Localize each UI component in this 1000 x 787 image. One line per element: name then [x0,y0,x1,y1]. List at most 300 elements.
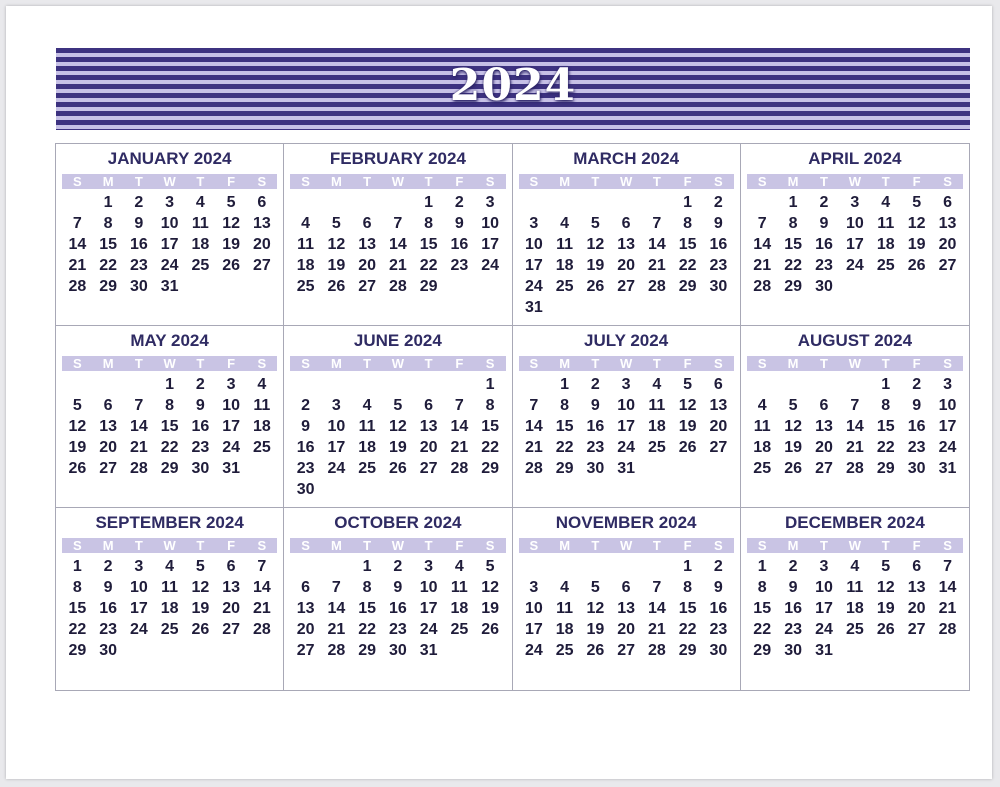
day-number: 18 [555,257,574,274]
day-number: 1 [757,558,767,575]
day-number: 29 [678,278,697,295]
weekday-header [290,356,505,371]
day-number: 3 [819,558,829,575]
day-number: 11 [753,418,771,435]
day-number: 29 [419,278,438,295]
day-number: 2 [912,376,922,393]
day-number: 14 [327,600,346,617]
day-number: 6 [621,215,631,232]
day-number: 18 [252,418,271,435]
weekday-letter: F [912,174,921,189]
weekday-letter: S [485,356,495,371]
day-empty [62,374,93,395]
day-number: 26 [191,621,210,638]
weekday-letter: T [424,356,433,371]
day-number: 22 [784,257,802,274]
day-number: 8 [362,579,372,596]
day-number: 15 [160,418,179,435]
day-number: 16 [815,236,833,253]
day-number: 7 [72,215,82,232]
day-number: 13 [815,418,833,435]
day-number: 15 [753,600,772,617]
day-number: 12 [586,236,605,253]
day-number: 9 [788,579,798,596]
day-number: 6 [912,558,922,575]
day-number: 19 [784,439,802,456]
day-number: 24 [481,257,500,274]
day-number: 16 [388,600,407,617]
weekday-letter: S [757,356,767,371]
month-title: NOVEMBER 2024 [555,513,697,532]
day-number: 26 [481,621,500,638]
day-number: 17 [938,418,957,435]
day-number: 29 [99,278,118,295]
weekday-letter: T [363,174,372,189]
day-number: 22 [876,439,895,456]
day-number: 6 [226,558,236,575]
day-number: 13 [938,215,957,232]
weekday-letter: W [163,174,176,189]
day-grid [62,192,277,297]
day-number: 12 [907,215,926,232]
day-number: 18 [753,439,772,456]
day-number: 7 [529,397,539,414]
day-number: 29 [555,460,574,477]
day-grid [62,374,277,479]
weekday-letter: S [485,174,495,189]
weekday-letter: T [652,356,661,371]
day-number: 16 [586,418,605,435]
day-number: 28 [388,278,407,295]
day-number: 10 [327,418,346,435]
day-number: 17 [327,439,346,456]
day-number: 26 [784,460,802,477]
day-number: 1 [683,194,693,211]
weekday-header [290,174,505,189]
day-number: 2 [713,558,723,575]
day-number: 2 [195,376,205,393]
day-number: 14 [68,236,87,253]
day-number: 3 [850,194,860,211]
day-number: 22 [99,257,118,274]
day-number: 4 [454,558,464,575]
month-block [741,144,969,326]
year-title: 2024 [449,60,577,111]
weekday-letter: S [301,356,310,371]
day-number: 14 [129,418,148,435]
day-grid [519,192,734,318]
weekday-letter: T [363,538,372,553]
month-block [56,144,284,326]
day-empty [383,192,414,213]
month-block [56,508,284,690]
day-number: 30 [784,642,802,659]
day-number: 15 [99,236,118,253]
day-number: 25 [876,257,895,274]
day-number: 31 [617,460,636,477]
day-number: 20 [938,236,957,253]
day-number: 28 [450,460,469,477]
day-number: 11 [846,579,864,596]
day-number: 1 [560,376,570,393]
day-number: 21 [524,439,543,456]
day-number: 12 [327,236,346,253]
day-number: 7 [257,558,267,575]
day-number: 29 [358,642,377,659]
month-title: JUNE 2024 [353,331,442,350]
day-number: 10 [524,236,543,253]
day-number: 27 [907,621,926,638]
day-number: 20 [99,439,118,456]
weekday-letter: T [652,538,661,553]
day-number: 16 [191,418,210,435]
month-block [513,508,741,690]
weekday-letter: W [848,356,861,371]
day-number: 9 [393,579,403,596]
day-number: 6 [713,376,723,393]
day-number: 3 [943,376,952,393]
day-number: 31 [419,642,438,659]
day-number: 12 [678,397,697,414]
day-number: 2 [103,558,113,575]
day-number: 22 [753,621,772,638]
day-number: 28 [753,278,772,295]
month-title: DECEMBER 2024 [784,513,925,532]
day-number: 9 [713,215,723,232]
day-number: 17 [419,600,438,617]
day-empty [290,374,321,395]
day-number: 4 [757,397,767,414]
day-number: 9 [134,215,144,232]
weekday-letter: M [330,174,342,189]
day-number: 16 [709,600,728,617]
day-empty [124,374,155,395]
weekday-letter: S [529,538,539,553]
day-number: 18 [876,236,895,253]
day-number: 4 [301,215,311,232]
day-number: 5 [331,215,341,232]
weekday-letter: W [163,356,176,371]
day-empty [519,192,550,213]
day-number: 13 [252,215,271,232]
day-number: 26 [222,257,241,274]
day-number: 27 [358,278,377,295]
day-number: 27 [252,257,271,274]
day-empty [352,374,383,395]
day-empty [519,374,550,395]
day-number: 10 [815,579,833,596]
weekday-letter: W [391,174,405,189]
day-number: 5 [788,397,798,414]
weekday-letter: W [391,538,405,553]
day-number: 3 [424,558,434,575]
day-empty [383,374,414,395]
day-number: 27 [709,439,728,456]
day-number: 16 [709,236,728,253]
weekday-letter: S [73,174,82,189]
day-number: 20 [296,621,315,638]
weekday-letter: M [559,356,571,371]
day-number: 10 [481,215,500,232]
day-number: 1 [165,376,175,393]
day-number: 27 [296,642,315,659]
day-number: 18 [358,439,377,456]
day-number: 14 [647,236,666,253]
day-grid [747,556,963,661]
day-number: 13 [709,397,728,414]
day-number: 15 [678,236,697,253]
weekday-letter: S [943,174,952,189]
day-number: 15 [481,418,500,435]
day-number: 2 [301,397,311,414]
day-number: 26 [876,621,895,638]
day-number: 11 [648,397,666,414]
day-number: 27 [222,621,241,638]
weekday-header [519,356,734,371]
day-number: 25 [358,460,377,477]
day-number: 21 [647,621,666,638]
day-number: 24 [845,257,864,274]
day-number: 8 [757,579,767,596]
day-number: 25 [296,278,315,295]
weekday-letter: M [559,538,571,553]
month-title: AUGUST 2024 [797,331,913,350]
day-number: 21 [753,257,772,274]
weekday-letter: F [227,356,236,371]
day-number: 18 [647,418,666,435]
day-number: 6 [819,397,829,414]
day-number: 16 [907,418,926,435]
day-number: 18 [450,600,469,617]
day-empty [519,556,550,577]
day-number: 17 [845,236,864,253]
day-number: 3 [165,194,175,211]
day-number: 30 [296,481,315,498]
calendar-sheet [6,6,992,779]
day-number: 23 [586,439,605,456]
month-block [741,326,969,508]
day-empty [611,192,642,213]
day-empty [611,556,642,577]
weekday-letter: T [881,174,890,189]
day-number: 21 [388,257,407,274]
day-number: 17 [129,600,148,617]
day-number: 8 [485,397,495,414]
day-number: 19 [876,600,895,617]
day-number: 25 [555,642,574,659]
weekday-letter: T [134,538,143,553]
weekday-letter: M [559,174,571,189]
day-empty [839,374,870,395]
day-number: 7 [943,558,952,575]
day-number: 30 [709,278,728,295]
weekday-letter: S [943,538,952,553]
day-number: 30 [586,460,605,477]
day-number: 30 [709,642,728,659]
day-number: 4 [257,376,267,393]
day-number: 3 [529,215,539,232]
day-empty [642,192,673,213]
day-number: 23 [709,621,728,638]
day-number: 10 [524,600,543,617]
day-number: 28 [938,621,957,638]
day-number: 12 [191,579,210,596]
weekday-letter: F [912,356,921,371]
day-number: 19 [327,257,346,274]
day-number: 12 [68,418,87,435]
day-number: 30 [907,460,926,477]
day-number: 24 [524,278,543,295]
day-number: 16 [296,439,315,456]
day-number: 12 [784,418,802,435]
day-number: 27 [419,460,438,477]
day-number: 30 [129,278,148,295]
day-number: 24 [327,460,346,477]
day-number: 16 [450,236,469,253]
day-number: 26 [68,460,87,477]
day-number: 10 [938,397,957,414]
day-empty [580,192,611,213]
day-number: 23 [815,257,833,274]
day-number: 8 [683,579,693,596]
day-grid [519,556,734,661]
day-number: 15 [358,600,377,617]
day-number: 22 [160,439,179,456]
weekday-letter: T [820,356,828,371]
day-number: 19 [586,621,605,638]
day-number: 13 [296,600,315,617]
day-number: 7 [331,579,341,596]
weekday-letter: W [848,174,861,189]
day-number: 30 [815,278,833,295]
weekday-header [519,174,734,189]
day-number: 19 [678,418,697,435]
day-number: 20 [709,418,728,435]
weekday-letter: T [134,174,143,189]
weekday-letter: S [257,356,267,371]
day-number: 14 [388,236,407,253]
weekday-letter: M [787,356,799,371]
day-number: 29 [481,460,500,477]
day-number: 16 [129,236,148,253]
day-number: 30 [191,460,210,477]
day-number: 29 [876,460,895,477]
day-number: 20 [252,236,271,253]
day-number: 31 [938,460,957,477]
day-number: 24 [419,621,438,638]
day-empty [642,556,673,577]
day-grid [747,374,963,479]
month-block [56,326,284,508]
day-number: 17 [481,236,500,253]
day-number: 1 [485,376,495,393]
day-number: 3 [529,579,539,596]
weekday-header [747,356,963,371]
day-number: 28 [68,278,87,295]
day-number: 25 [252,439,271,456]
day-number: 1 [788,194,798,211]
day-number: 22 [419,257,438,274]
day-number: 27 [617,278,636,295]
day-number: 30 [388,642,407,659]
day-number: 12 [222,215,241,232]
day-number: 29 [68,642,87,659]
day-number: 19 [388,439,407,456]
day-number: 11 [358,418,376,435]
weekday-header [62,174,277,189]
weekday-letter: S [301,174,310,189]
day-number: 23 [709,257,728,274]
day-empty [290,556,321,577]
day-number: 8 [165,397,175,414]
weekday-letter: W [619,356,633,371]
day-number: 6 [943,194,952,211]
day-number: 26 [388,460,407,477]
day-empty [321,374,352,395]
day-number: 28 [524,460,543,477]
day-number: 3 [331,397,341,414]
weekday-letter: M [330,538,342,553]
day-number: 28 [647,278,666,295]
weekday-letter: S [485,538,495,553]
day-empty [747,374,778,395]
weekday-letter: M [102,174,114,189]
day-number: 23 [784,621,802,638]
day-number: 24 [815,621,833,638]
weekday-header [62,356,277,371]
day-number: 9 [713,579,723,596]
weekday-letter: F [683,356,692,371]
day-empty [809,374,840,395]
day-number: 2 [713,194,723,211]
day-number: 12 [481,579,500,596]
day-number: 9 [195,397,205,414]
day-number: 7 [652,579,662,596]
day-number: 24 [222,439,241,456]
day-number: 28 [845,460,864,477]
day-number: 2 [819,194,829,211]
day-number: 4 [881,194,891,211]
day-number: 12 [388,418,407,435]
day-number: 15 [419,236,438,253]
weekday-letter: S [257,538,267,553]
day-grid [747,192,963,297]
day-number: 27 [99,460,118,477]
day-number: 3 [485,194,495,211]
day-number: 8 [103,215,113,232]
weekday-header [747,174,963,189]
weekday-letter: T [591,538,600,553]
day-number: 20 [222,600,241,617]
day-number: 13 [617,600,636,617]
day-number: 11 [191,215,209,232]
weekday-letter: F [912,538,921,553]
day-number: 23 [129,257,148,274]
day-number: 14 [450,418,469,435]
day-empty [413,374,444,395]
day-number: 10 [617,397,636,414]
day-number: 13 [222,579,241,596]
day-number: 25 [160,621,179,638]
day-number: 7 [757,215,767,232]
day-number: 21 [647,257,666,274]
month-title: MAY 2024 [130,331,209,350]
weekday-letter: S [73,356,82,371]
day-empty [62,192,93,213]
weekday-letter: T [591,174,600,189]
day-number: 5 [72,397,82,414]
day-empty [778,374,809,395]
